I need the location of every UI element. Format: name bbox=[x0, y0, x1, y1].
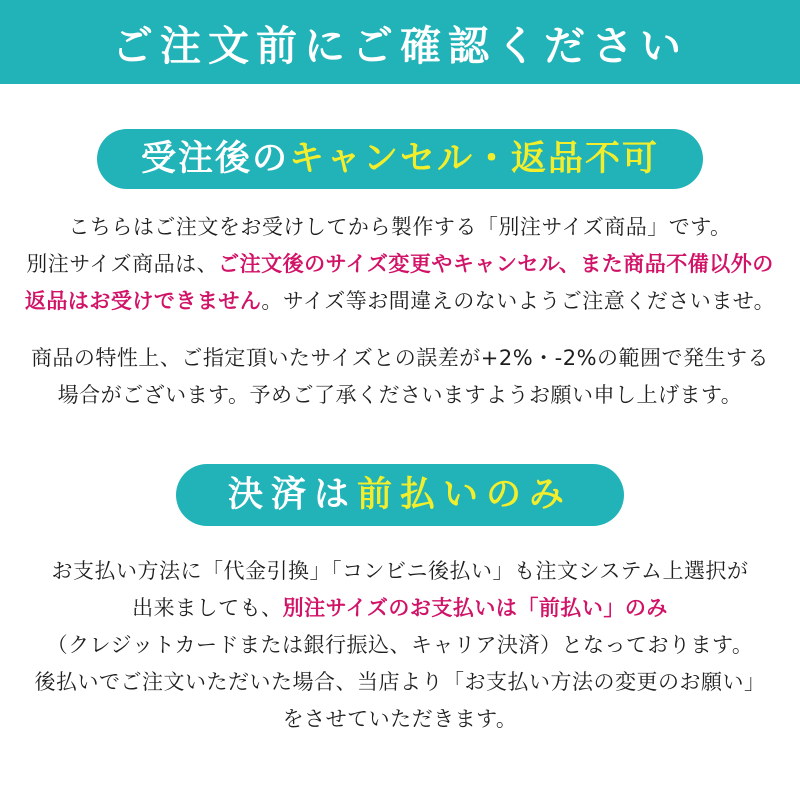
payment-banner bbox=[176, 464, 624, 526]
cancel-paragraph-2 bbox=[0, 340, 800, 414]
text-segment: 場合がございます。予めご了承くださいますようお願い申し上げます。 bbox=[57, 383, 743, 407]
cancel-paragraph-1 bbox=[0, 209, 800, 320]
text-segment: 別注サイズ商品は、 bbox=[26, 252, 219, 276]
text-segment: 商品の特性上、ご指定頂いたサイズとの誤差が+2%・-2%の範囲で発生する bbox=[30, 346, 770, 370]
text-segment: こちらはご注文をお受けしてから製作する「別注サイズ商品」です。 bbox=[68, 215, 732, 239]
highlight-text: 返品はお受けできません bbox=[24, 289, 262, 313]
text-line bbox=[0, 340, 800, 377]
payment-section bbox=[0, 464, 800, 738]
text-line bbox=[0, 377, 800, 414]
payment-banner-text-white: 決済は bbox=[227, 475, 357, 515]
text-segment: をさせていただきます。 bbox=[282, 707, 518, 731]
text-line bbox=[0, 627, 800, 664]
text-line bbox=[0, 553, 800, 590]
highlight-text: 別注サイズのお支払いは「前払い」のみ bbox=[282, 596, 668, 620]
text-line bbox=[0, 701, 800, 738]
text-segment: （クレジットカードまたは銀行振込、キャリア決済）となっております。 bbox=[46, 633, 754, 657]
payment-banner-text-yellow: 前払いのみ bbox=[357, 475, 573, 515]
cancel-section bbox=[0, 129, 800, 414]
page-title: ご注文前にご確認ください bbox=[112, 21, 688, 70]
payment-paragraph bbox=[0, 553, 800, 738]
text-segment: お支払い方法に「代金引換」「コンビニ後払い」も注文システム上選択が bbox=[51, 559, 749, 583]
text-line bbox=[0, 283, 800, 320]
text-line bbox=[0, 590, 800, 627]
highlight-text: ご注文後のサイズ変更やキャンセル、また商品不備以外の bbox=[218, 252, 774, 276]
text-line bbox=[0, 246, 800, 283]
text-line bbox=[0, 209, 800, 246]
cancel-banner bbox=[97, 129, 703, 189]
cancel-banner-text-yellow: キャンセル・返品不可 bbox=[289, 139, 660, 179]
cancel-banner-text-white: 受注後の bbox=[140, 139, 289, 179]
text-segment: 。サイズ等お間違えのないようご注意くださいませ。 bbox=[261, 289, 776, 313]
text-line bbox=[0, 664, 800, 701]
text-segment: 出来ましても、 bbox=[132, 596, 283, 620]
header-bar bbox=[0, 0, 800, 84]
text-segment: 後払いでご注文いただいた場合、当店より「お支払い方法の変更のお願い」 bbox=[34, 670, 766, 694]
